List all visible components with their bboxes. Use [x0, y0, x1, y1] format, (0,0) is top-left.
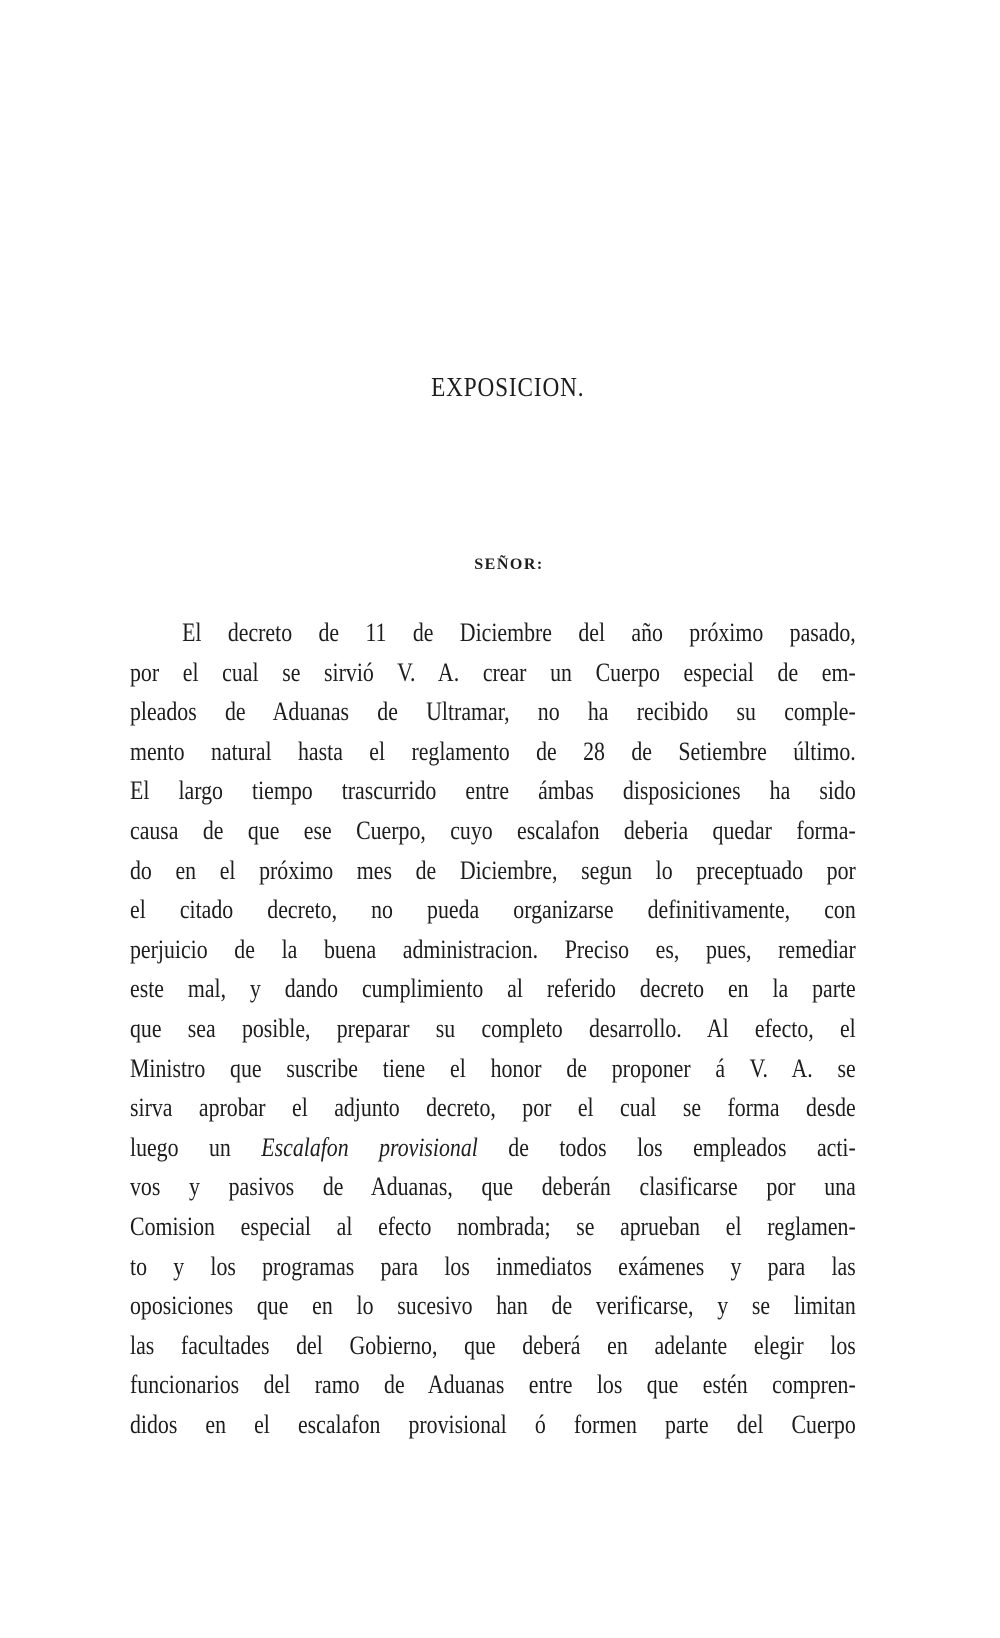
text-line: funcionarios del ramo de Aduanas entre los que estén compren- — [130, 1370, 856, 1400]
text-line: do en el próximo mes de Diciembre, segun lo preceptuado por — [130, 855, 856, 885]
text-line: las facultades del Gobierno, que deberá en adelante elegir los — [130, 1330, 856, 1360]
text-line: el citado decreto, no pueda organizarse definitivamente, con — [130, 895, 856, 925]
page-title: EXPOSICION. — [431, 372, 585, 402]
text-line: mento natural hasta el reglamento de 28 de Setiembre último. — [130, 736, 856, 766]
salutation: SEÑOR: — [474, 556, 544, 573]
italic-term: Escalafon provisional — [261, 1132, 478, 1162]
text-line: vos y pasivos de Aduanas, que deberán clasificarse por una — [130, 1172, 856, 1202]
text-line: sirva aprobar el adjunto decreto, por el cual se forma desde — [130, 1093, 856, 1123]
text-line: Comision especial al efecto nombrada; se aprueban el reglamen- — [130, 1211, 856, 1241]
body-paragraph — [130, 613, 856, 1444]
text-line-italic-term — [130, 1128, 856, 1168]
text-line: este mal, y dando cumplimiento al referido decreto en la parte — [130, 974, 856, 1004]
text-segment: luego un — [130, 1132, 262, 1162]
text-line: oposiciones que en lo sucesivo han de verificarse, y se limitan — [130, 1291, 856, 1321]
text-line: to y los programas para los inmediatos exámenes y para las — [130, 1251, 856, 1281]
text-line: que sea posible, preparar su completo desarrollo. Al efecto, el — [130, 1013, 856, 1043]
text-line: Ministro que suscribe tiene el honor de proponer á V. A. se — [130, 1053, 856, 1083]
text-line: El largo tiempo trascurrido entre ámbas disposiciones ha sido — [130, 776, 856, 806]
text-line: pleados de Aduanas de Ultramar, no ha recibido su comple- — [130, 697, 856, 727]
text-line: causa de que ese Cuerpo, cuyo escalafon deberia quedar forma- — [130, 815, 856, 845]
text-line: por el cual se sirvió V. A. crear un Cuerpo especial de em- — [130, 657, 856, 687]
text-segment: de todos los empleados acti- — [477, 1132, 856, 1162]
text-line: perjuicio de la buena administracion. Preciso es, pues, remediar — [130, 934, 856, 964]
text-line: El decreto de 11 de Diciembre del año próximo pasado, — [182, 618, 856, 647]
text-line: didos en el escalafon provisional ó formen parte del Cuerpo — [130, 1409, 856, 1439]
